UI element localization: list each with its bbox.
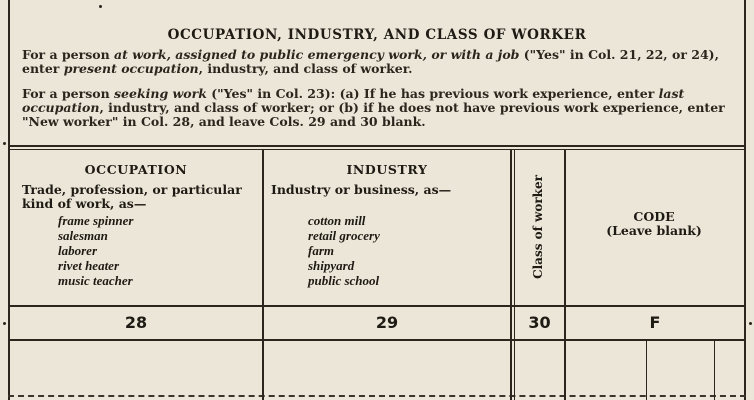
industry-header: INDUSTRY — [346, 162, 428, 177]
occupation-example: laborer — [58, 243, 97, 258]
code-entry-cell[interactable] — [566, 341, 744, 395]
row-dashed-rule — [8, 395, 746, 397]
instruction-seeking-work — [22, 87, 744, 129]
header-bottom-rule — [8, 145, 746, 147]
instruction-emphasis: seeking work — [114, 86, 207, 101]
margin-dot — [749, 322, 752, 325]
instruction-text: , industry, and class of worker; or (b) if he does not have previous work experience, enter "New worker" in Col. 28, and leave Cols. 29 and 30 blank. — [22, 100, 725, 129]
divider-industry-class-a — [510, 149, 512, 400]
class-of-worker-entry-cell[interactable] — [515, 341, 564, 395]
industry-entry-cell[interactable] — [264, 341, 510, 395]
column-number-occupation: 28 — [124, 313, 148, 332]
industry-examples — [308, 213, 380, 288]
column-number-industry: 29 — [375, 313, 399, 332]
numbers-top-rule — [8, 305, 746, 307]
margin-dot — [3, 142, 6, 145]
code-note: (Leave blank) — [606, 223, 702, 238]
instruction-at-work — [22, 48, 744, 76]
column-number-code: F — [649, 313, 661, 332]
instruction-emphasis: last occupation — [22, 86, 685, 115]
code-title: CODE — [633, 209, 675, 224]
occupation-entry-cell[interactable] — [10, 341, 262, 395]
occupation-description: Trade, profession, or particular kind of work, as— — [22, 182, 242, 211]
industry-example: public school — [308, 273, 380, 288]
class-of-worker-label: Class of worker — [531, 175, 545, 279]
industry-example: farm — [308, 243, 334, 258]
instruction-text: ("Yes" in Col. 23): (a) If he has previous work experience, enter — [206, 86, 659, 101]
industry-description: Industry or business, as— — [271, 182, 452, 197]
section-title: OCCUPATION, INDUSTRY, AND CLASS OF WORKER — [167, 27, 587, 43]
instruction-text: ("Yes" in Col. 21, 22, or 24), enter — [22, 47, 719, 76]
instruction-text: For a person — [22, 86, 115, 101]
header-second-rule — [8, 149, 746, 150]
occupation-example: music teacher — [58, 273, 133, 288]
occupation-header: OCCUPATION — [84, 162, 188, 177]
industry-example: cotton mill — [308, 213, 366, 228]
industry-example: retail grocery — [308, 228, 380, 243]
occupation-example: rivet heater — [58, 258, 120, 273]
industry-example: shipyard — [308, 258, 355, 273]
instruction-text: For a person — [22, 47, 115, 62]
margin-dot — [3, 322, 6, 325]
occupation-example: frame spinner — [58, 213, 134, 228]
occupation-examples — [58, 213, 133, 288]
instruction-text: , industry, and class of worker. — [198, 61, 413, 76]
margin-dot — [99, 5, 102, 8]
occupation-example: salesman — [58, 228, 108, 243]
code-header — [566, 210, 742, 238]
instruction-emphasis: at work, assigned to public emergency work, or with a job — [114, 47, 520, 62]
class-of-worker-header — [513, 152, 563, 302]
column-number-class: 30 — [528, 313, 551, 332]
instruction-emphasis: present occupation — [63, 61, 199, 76]
